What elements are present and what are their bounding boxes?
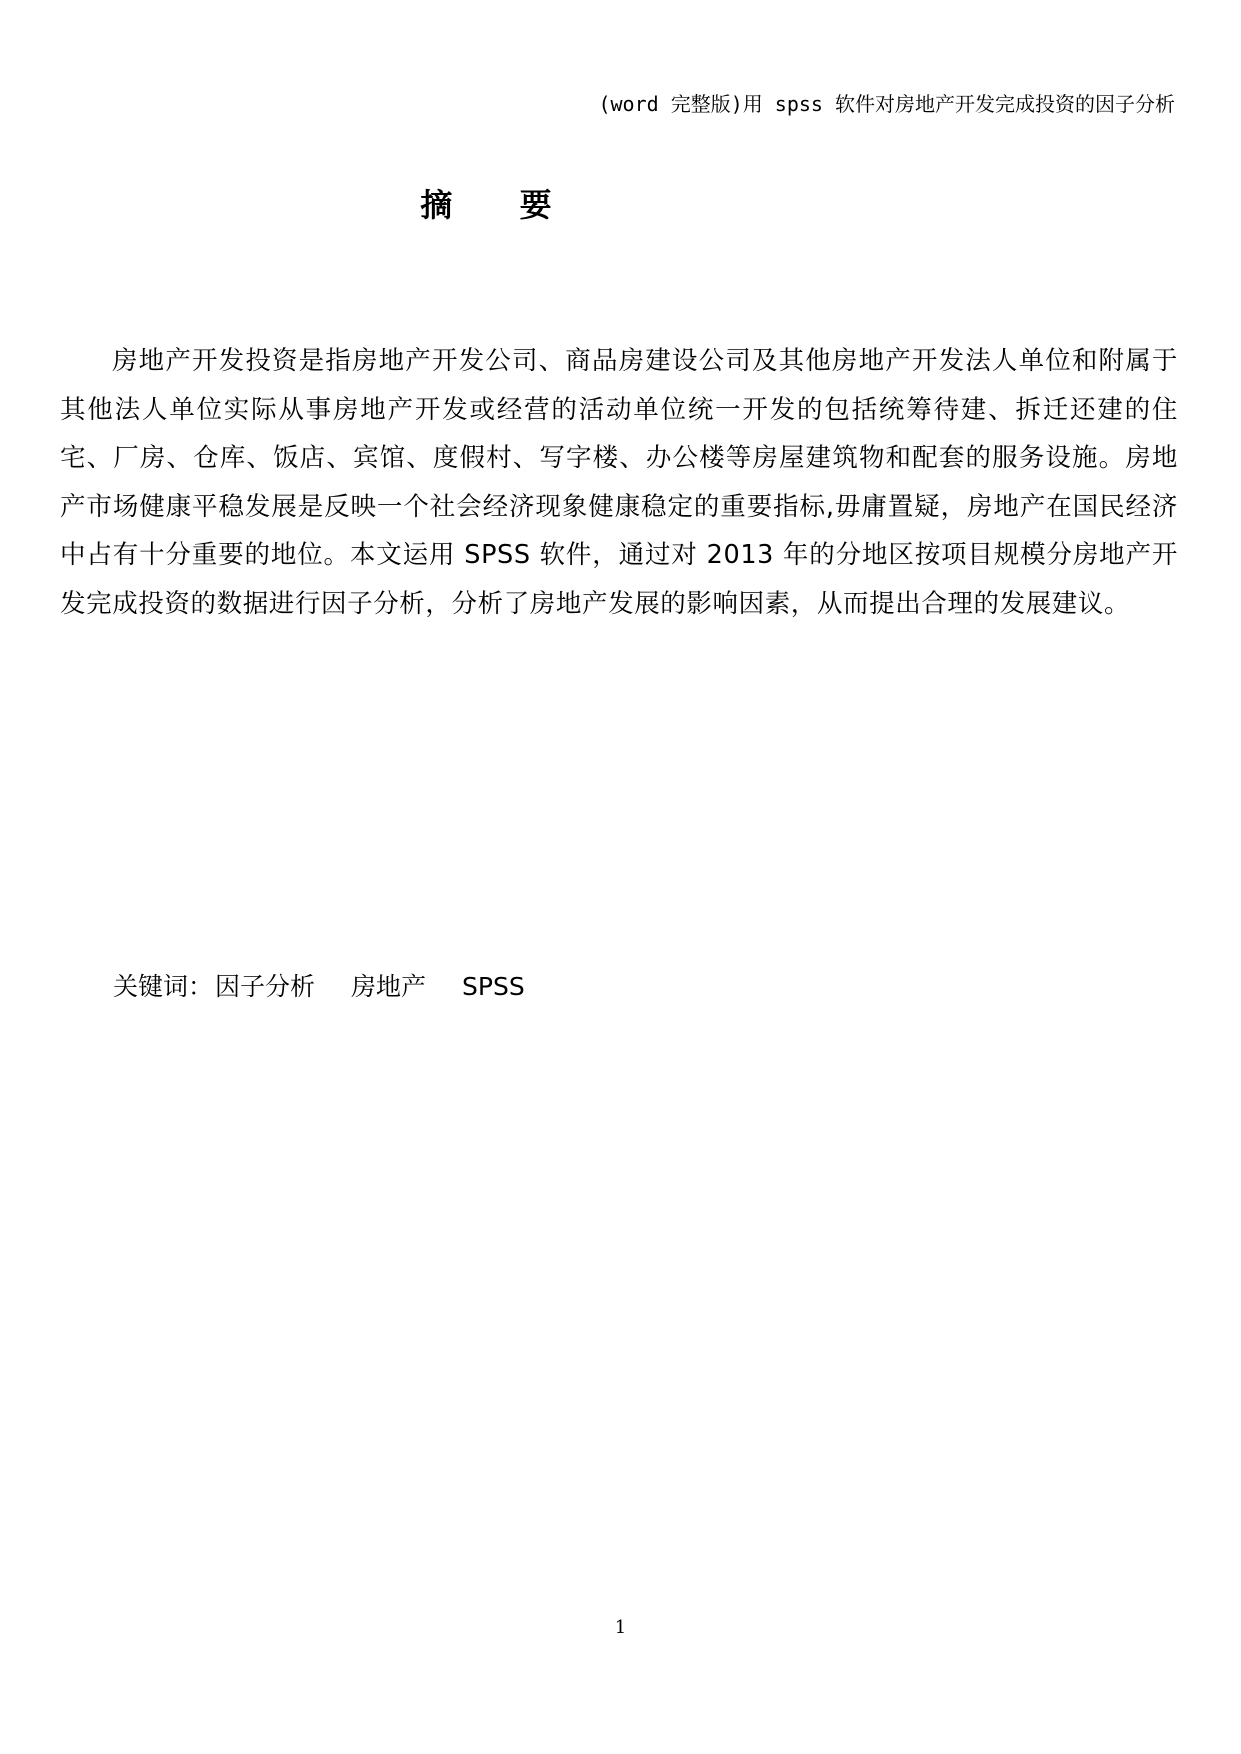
page-number: 1 — [614, 1617, 627, 1638]
running-header: (word 完整版)用 spss 软件对房地产开发完成投资的因子分析 — [598, 92, 1175, 116]
keyword-item: 因子分析 — [215, 972, 316, 1001]
keyword-item: 房地产 — [351, 972, 427, 1001]
keywords-label: 关键词： — [113, 972, 214, 1001]
abstract-title: 摘 要 — [420, 186, 580, 224]
keywords-line — [113, 967, 525, 1003]
abstract-body: 房地产开发投资是指房地产开发公司、商品房建设公司及其他房地产开发法人单位和附属于其他法人单位实际从事房地产开发或经营的活动单位统一开发的包括统筹待建、拆迁还建的住宅、厂房、仓库、饭店、宾馆、度假村、写字楼、办公楼等房屋建筑物和配套的服务设施。房地产市场健康平稳发展是反映一个社会经济现象健康稳定的重要指标,毋庸置疑，房地产在国民经济中占有十分重要的地位。本文运用 SPSS 软件，通过对 2013 年的分地区按项目规模分房地产开发完成投资的数据进行因子分析，分析了房地产发展的影响因素，从而提出合理的发展建议。 — [60, 346, 1178, 619]
keyword-item: SPSS — [462, 972, 525, 1001]
